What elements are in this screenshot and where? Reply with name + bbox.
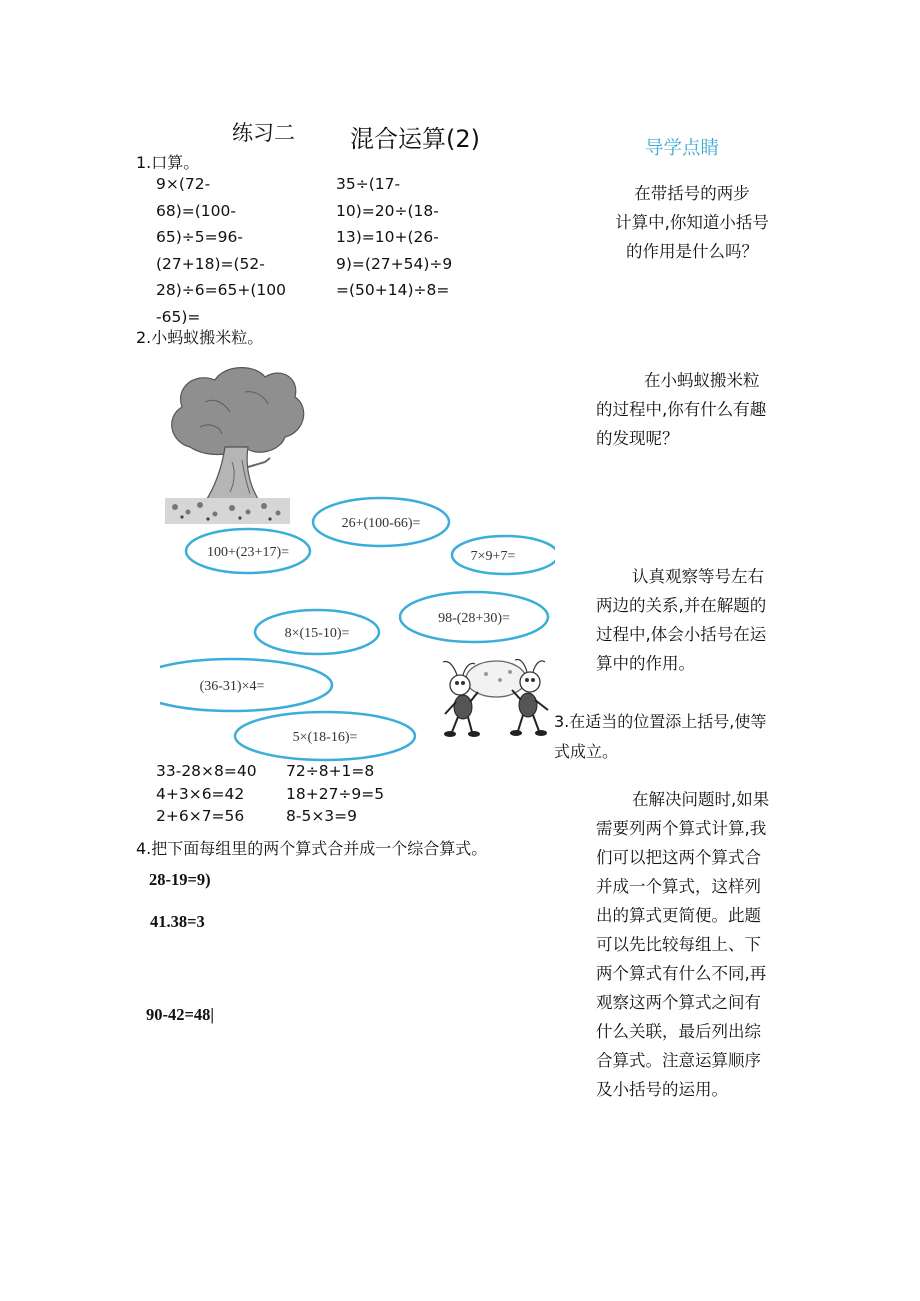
q3-left-column (156, 760, 257, 828)
guide-tip-line: 合算式。注意运算顺序 (596, 1051, 761, 1070)
guide-tip-line: 的发现呢？ (596, 429, 679, 448)
guide-tip-line: 什么关联，最后列出综 (596, 1022, 761, 1041)
guide-tip-line: 在小蚂蚁搬米粒 (644, 371, 760, 390)
oval-problem (186, 529, 310, 573)
q3-equation: 33-28×8=40 (156, 762, 257, 780)
guide-tip-line: 算中的作用。 (596, 654, 695, 673)
q1-line: (27+18)=(52- (156, 254, 265, 273)
guide-tip-line: 计算中,你知道小括号 (615, 213, 769, 232)
q1-line: 9)=(27+54)÷9 (336, 254, 453, 273)
oval-problem-text: 100+(23+17)= (206, 545, 290, 560)
q3-heading (554, 707, 766, 767)
q4-heading: 4.把下面每组里的两个算式合并成一个综合算式。 (136, 839, 488, 858)
guide-tip-line: 过程中,体会小括号在运 (596, 625, 767, 644)
ant-scene-illustration (160, 362, 555, 762)
guide-tip-line: 观察这两个算式之间有 (596, 993, 761, 1012)
guide-tip-line: 在解决问题时,如果 (632, 790, 770, 809)
guide-tip-line: 的过程中,你有什么有趣 (596, 400, 767, 419)
q1-line: =(50+14)÷8= (336, 281, 450, 299)
guide-tip-line: 需要列两个算式计算,我 (596, 819, 767, 838)
q1-line: 68)=(100- (156, 201, 236, 220)
guide-tip-line: 并成一个算式，这样列 (596, 877, 761, 896)
q3-equation: 18+27÷9=5 (286, 784, 385, 803)
q2-heading: 2.小蚂蚁搬米粒。 (136, 328, 264, 347)
guide-tip-line: 两边的关系,并在解题的 (596, 596, 767, 615)
oval-problem-text: 7×9+7= (470, 549, 516, 564)
guide-title: 导学点睛 (645, 138, 720, 159)
oval-problem-text: 5×(18-16)= (292, 730, 358, 745)
oval-problem (235, 712, 415, 760)
q1-line: -65)= (156, 307, 201, 326)
guide-tip-line: 两个算式有什么不同,再 (596, 964, 767, 983)
guide-tip-line: 们可以把这两个算式合 (596, 848, 761, 867)
oval-problem-text: 8×(15-10)= (284, 626, 350, 641)
q3-equation: 8-5×3=9 (286, 807, 358, 825)
q3-equation: 4+3×6=42 (156, 784, 245, 803)
oval-problem (313, 498, 449, 546)
tree-illustration (165, 368, 304, 524)
oval-problem-text: 98-(28+30)= (438, 611, 510, 626)
practice-label: 练习二 (232, 121, 295, 145)
q1-line: 13)=10+(26- (336, 228, 439, 246)
oval-problem (255, 610, 379, 654)
q1-right-column (336, 171, 452, 304)
q1-line: 9×(72- (156, 175, 211, 193)
q1-line: 10)=20÷(18- (336, 201, 439, 220)
page-title: 混合运算(2) (350, 125, 480, 153)
q1-left-column (156, 171, 286, 330)
q3-equation: 2+6×7=56 (156, 807, 245, 825)
scene-svg (160, 362, 555, 762)
guide-tip-3 (596, 562, 766, 678)
oval-problem-text: (36-31)×4= (199, 679, 265, 694)
q1-line: 35÷(17- (336, 175, 401, 193)
q1-heading: 1.口算。 (136, 153, 200, 172)
oval-problem (160, 659, 332, 711)
guide-tip-2 (596, 366, 766, 453)
oval-problem-text: 26+(100-66)= (341, 516, 421, 531)
q1-line: 28)÷6=65+(100 (156, 281, 286, 299)
q3-equation: 72÷8+1=8 (286, 762, 375, 780)
ants-illustration (443, 660, 548, 738)
q4-equation: 41.38=3 (150, 912, 205, 931)
guide-tip-1 (602, 179, 782, 266)
guide-tip-line: 在带括号的两步 (634, 184, 750, 203)
guide-tip-line: 的作用是什么吗？ (626, 242, 758, 261)
guide-tip-line: 出的算式更简便。此题 (596, 906, 761, 925)
guide-tip-line: 可以先比较每组上、下 (596, 935, 761, 954)
guide-tip-line: 及小括号的运用。 (596, 1080, 728, 1099)
q4-equation: 90-42=48| (146, 1005, 215, 1024)
guide-tip-4 (596, 785, 769, 1104)
q3-right-column (286, 760, 384, 828)
q1-line: 65)÷5=96- (156, 228, 243, 246)
q4-equation: 28-19=9) (149, 870, 211, 889)
guide-tip-line: 认真观察等号左右 (632, 567, 764, 586)
oval-problem (400, 592, 548, 642)
q3-heading-line: 3.在适当的位置添上括号,使等 (554, 712, 767, 731)
q3-heading-line: 式成立。 (554, 742, 619, 761)
oval-problem (452, 536, 555, 574)
